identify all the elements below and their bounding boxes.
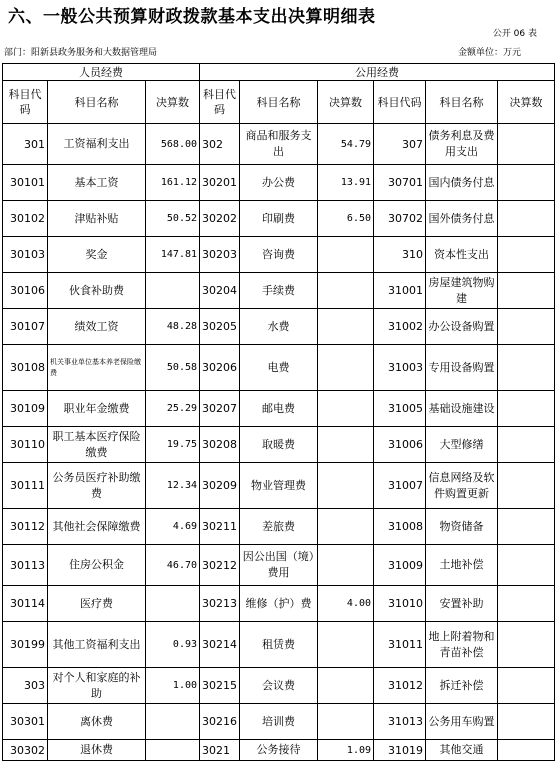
name3-cell: 专用设备购置 (426, 345, 498, 391)
header-name: 科目名称 (48, 81, 146, 124)
amount2-cell (318, 237, 374, 273)
name2-cell: 商品和服务支出 (240, 124, 318, 165)
amount1-cell: 46.70 (146, 545, 200, 586)
name1-cell: 退休费 (48, 740, 146, 761)
name3-cell: 公务用车购置 (426, 704, 498, 740)
amount2-cell: 54.79 (318, 124, 374, 165)
amount2-cell (318, 509, 374, 545)
amount1-cell: 25.29 (146, 391, 200, 427)
code3-cell: 30702 (374, 201, 426, 237)
table-row (3, 201, 555, 237)
code2-cell: 30204 (200, 273, 240, 309)
code3-cell: 31005 (374, 391, 426, 427)
amount1-cell: 161.12 (146, 165, 200, 201)
expenditure-table (2, 63, 555, 761)
code1-cell: 30103 (3, 237, 48, 273)
code1-cell: 30107 (3, 309, 48, 345)
table-row (3, 704, 555, 740)
amount1-cell (146, 586, 200, 622)
code3-cell: 31013 (374, 704, 426, 740)
amount2-cell: 1.09 (318, 740, 374, 761)
header-code: 科目代码 (3, 81, 48, 124)
public-table-number: 公开 06 表 (492, 29, 537, 39)
amount3-cell (498, 391, 555, 427)
name1-cell: 伙食补助费 (48, 273, 146, 309)
name2-cell: 取暖费 (240, 427, 318, 463)
name1-cell: 机关事业单位基本养老保险缴费 (48, 345, 146, 391)
code2-cell: 30206 (200, 345, 240, 391)
amount3-cell (498, 309, 555, 345)
amount3-cell (498, 463, 555, 509)
name3-cell: 其他交通 (426, 740, 498, 761)
name1-cell: 医疗费 (48, 586, 146, 622)
code3-cell: 31002 (374, 309, 426, 345)
code3-cell: 31012 (374, 668, 426, 704)
amount3-cell (498, 704, 555, 740)
section-personnel: 人员经费 (3, 64, 200, 81)
amount2-cell (318, 668, 374, 704)
amount1-cell: 568.00 (146, 124, 200, 165)
name3-cell: 债务利息及费用支出 (426, 124, 498, 165)
name2-cell: 差旅费 (240, 509, 318, 545)
table-row (3, 668, 555, 704)
table-row (3, 124, 555, 165)
name3-cell: 安置补助 (426, 586, 498, 622)
name3-cell: 拆迁补偿 (426, 668, 498, 704)
code1-cell: 303 (3, 668, 48, 704)
amount3-cell (498, 201, 555, 237)
code1-cell: 30109 (3, 391, 48, 427)
code1-cell: 30110 (3, 427, 48, 463)
amount3-cell (498, 427, 555, 463)
name1-cell: 职工基本医疗保险缴费 (48, 427, 146, 463)
code1-cell: 30113 (3, 545, 48, 586)
code2-cell: 30211 (200, 509, 240, 545)
code1-cell: 30301 (3, 704, 48, 740)
name2-cell: 因公出国（境）费用 (240, 545, 318, 586)
code3-cell: 30701 (374, 165, 426, 201)
code3-cell: 310 (374, 237, 426, 273)
code1-cell: 30101 (3, 165, 48, 201)
name1-cell: 对个人和家庭的补助 (48, 668, 146, 704)
code3-cell: 31009 (374, 545, 426, 586)
code2-cell: 30202 (200, 201, 240, 237)
amount1-cell (146, 273, 200, 309)
code3-cell: 31010 (374, 586, 426, 622)
department-label: 部门：阳新县政务服务和大数据管理局 (4, 48, 158, 58)
amount3-cell (498, 124, 555, 165)
name2-cell: 公务接待 (240, 740, 318, 761)
name1-cell: 其他工资福利支出 (48, 622, 146, 668)
table-row (3, 165, 555, 201)
code2-cell: 30213 (200, 586, 240, 622)
amount3-cell (498, 740, 555, 761)
code2-cell: 302 (200, 124, 240, 165)
name1-cell: 住房公积金 (48, 545, 146, 586)
table-row (3, 509, 555, 545)
code3-cell: 31006 (374, 427, 426, 463)
section-public: 公用经费 (200, 64, 555, 81)
name3-cell: 国内债务付息 (426, 165, 498, 201)
table-row (3, 586, 555, 622)
amount2-cell: 6.50 (318, 201, 374, 237)
name2-cell: 培训费 (240, 704, 318, 740)
name3-cell: 土地补偿 (426, 545, 498, 586)
name3-cell: 物资储备 (426, 509, 498, 545)
amount1-cell: 1.00 (146, 668, 200, 704)
name2-cell: 印刷费 (240, 201, 318, 237)
header-code: 科目代码 (374, 81, 426, 124)
name3-cell: 资本性支出 (426, 237, 498, 273)
amount2-cell (318, 427, 374, 463)
amount3-cell (498, 622, 555, 668)
name1-cell: 工资福利支出 (48, 124, 146, 165)
amount1-cell: 19.75 (146, 427, 200, 463)
table-row (3, 391, 555, 427)
amount3-cell (498, 165, 555, 201)
table-row (3, 237, 555, 273)
header-amount: 决算数 (146, 81, 200, 124)
code2-cell: 30214 (200, 622, 240, 668)
code2-cell: 30205 (200, 309, 240, 345)
amount1-cell: 50.58 (146, 345, 200, 391)
table-row (3, 309, 555, 345)
name2-cell: 租赁费 (240, 622, 318, 668)
table-row (3, 622, 555, 668)
amount2-cell (318, 273, 374, 309)
name2-cell: 会议费 (240, 668, 318, 704)
name2-cell: 水费 (240, 309, 318, 345)
table-row (3, 273, 555, 309)
amount1-cell: 50.52 (146, 201, 200, 237)
code2-cell: 30208 (200, 427, 240, 463)
code1-cell: 30112 (3, 509, 48, 545)
name1-cell: 公务员医疗补助缴费 (48, 463, 146, 509)
header-amount: 决算数 (498, 81, 555, 124)
code1-cell: 301 (3, 124, 48, 165)
name2-cell: 咨询费 (240, 237, 318, 273)
page-title: 六、一般公共预算财政拨款基本支出决算明细表 (8, 7, 376, 27)
code2-cell: 30215 (200, 668, 240, 704)
amount3-cell (498, 586, 555, 622)
name1-cell: 奖金 (48, 237, 146, 273)
code1-cell: 30102 (3, 201, 48, 237)
code3-cell: 31007 (374, 463, 426, 509)
amount1-cell: 147.81 (146, 237, 200, 273)
amount2-cell: 4.00 (318, 586, 374, 622)
unit-label: 金额单位：万元 (457, 48, 521, 58)
code2-cell: 30212 (200, 545, 240, 586)
name3-cell: 地上附着物和青苗补偿 (426, 622, 498, 668)
code1-cell: 30106 (3, 273, 48, 309)
name3-cell: 信息网络及软件购置更新 (426, 463, 498, 509)
header-amount: 决算数 (318, 81, 374, 124)
code2-cell: 30201 (200, 165, 240, 201)
amount3-cell (498, 345, 555, 391)
amount3-cell (498, 273, 555, 309)
amount2-cell (318, 545, 374, 586)
table-row (3, 740, 555, 761)
name2-cell: 电费 (240, 345, 318, 391)
amount1-cell (146, 740, 200, 761)
amount2-cell (318, 309, 374, 345)
amount2-cell (318, 345, 374, 391)
code1-cell: 30108 (3, 345, 48, 391)
name1-cell: 绩效工资 (48, 309, 146, 345)
table-row (3, 345, 555, 391)
code1-cell: 30111 (3, 463, 48, 509)
amount3-cell (498, 545, 555, 586)
name2-cell: 物业管理费 (240, 463, 318, 509)
amount1-cell: 0.93 (146, 622, 200, 668)
header-name: 科目名称 (426, 81, 498, 124)
table-row (3, 545, 555, 586)
name3-cell: 房屋建筑物购建 (426, 273, 498, 309)
name1-cell: 其他社会保障缴费 (48, 509, 146, 545)
code3-cell: 31011 (374, 622, 426, 668)
name3-cell: 大型修缮 (426, 427, 498, 463)
amount3-cell (498, 237, 555, 273)
amount2-cell (318, 463, 374, 509)
amount1-cell (146, 704, 200, 740)
amount3-cell (498, 668, 555, 704)
amount2-cell (318, 704, 374, 740)
name2-cell: 手续费 (240, 273, 318, 309)
name2-cell: 邮电费 (240, 391, 318, 427)
amount1-cell: 12.34 (146, 463, 200, 509)
name1-cell: 离休费 (48, 704, 146, 740)
name1-cell: 职业年金缴费 (48, 391, 146, 427)
code3-cell: 31003 (374, 345, 426, 391)
code2-cell: 3021 (200, 740, 240, 761)
amount1-cell: 48.28 (146, 309, 200, 345)
code1-cell: 30114 (3, 586, 48, 622)
header-name: 科目名称 (240, 81, 318, 124)
code3-cell: 31001 (374, 273, 426, 309)
code2-cell: 30216 (200, 704, 240, 740)
header-code: 科目代码 (200, 81, 240, 124)
code3-cell: 31008 (374, 509, 426, 545)
code3-cell: 307 (374, 124, 426, 165)
name2-cell: 办公费 (240, 165, 318, 201)
code3-cell: 31019 (374, 740, 426, 761)
amount3-cell (498, 509, 555, 545)
name3-cell: 国外债务付息 (426, 201, 498, 237)
amount2-cell: 13.91 (318, 165, 374, 201)
code2-cell: 30207 (200, 391, 240, 427)
name1-cell: 基本工资 (48, 165, 146, 201)
code2-cell: 30209 (200, 463, 240, 509)
amount1-cell: 4.69 (146, 509, 200, 545)
name3-cell: 办公设备购置 (426, 309, 498, 345)
table-row (3, 463, 555, 509)
name3-cell: 基础设施建设 (426, 391, 498, 427)
code1-cell: 30199 (3, 622, 48, 668)
code1-cell: 30302 (3, 740, 48, 761)
name2-cell: 维修（护）费 (240, 586, 318, 622)
table-row (3, 427, 555, 463)
code2-cell: 30203 (200, 237, 240, 273)
amount2-cell (318, 622, 374, 668)
name1-cell: 津贴补贴 (48, 201, 146, 237)
amount2-cell (318, 391, 374, 427)
